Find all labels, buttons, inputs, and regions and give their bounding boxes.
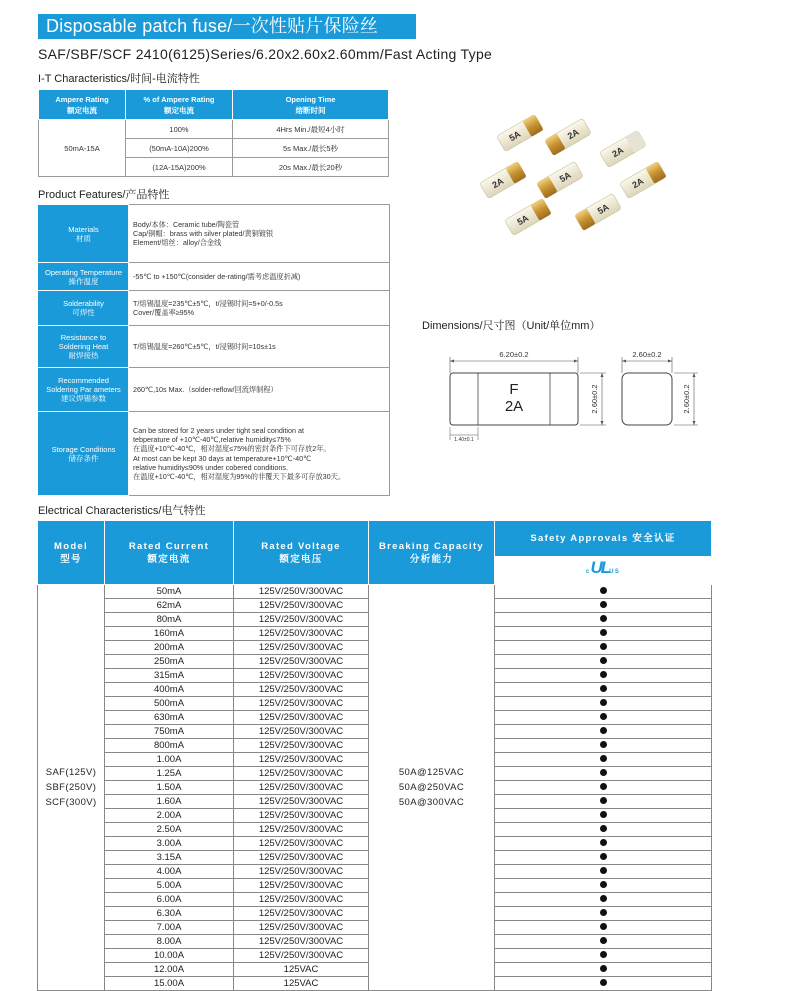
safety-approval-cell: [495, 823, 712, 837]
safety-approval-cell: [495, 627, 712, 641]
approved-dot-icon: [600, 615, 607, 622]
approved-dot-icon: [600, 867, 607, 874]
svg-text:5A: 5A: [595, 201, 611, 217]
rated-voltage-cell: 125V/250V/300VAC: [234, 627, 369, 641]
rated-voltage-cell: 125V/250V/300VAC: [234, 711, 369, 725]
height-label: 2.60±0.2: [590, 384, 599, 414]
rated-voltage-cell: 125V/250V/300VAC: [234, 809, 369, 823]
approved-dot-icon: [600, 643, 607, 650]
rated-current-cell: 160mA: [105, 627, 234, 641]
rated-voltage-cell: 125V/250V/300VAC: [234, 865, 369, 879]
rated-current-cell: 4.00A: [105, 865, 234, 879]
rated-current-cell: 250mA: [105, 655, 234, 669]
rated-voltage-cell: 125V/250V/300VAC: [234, 879, 369, 893]
it-time-cell: 5s Max./最长5秒: [233, 139, 389, 158]
breaking-capacity-value: 50A@250VAC: [398, 782, 465, 793]
approved-dot-icon: [600, 811, 607, 818]
svg-text:2A: 2A: [565, 126, 581, 142]
feature-value: T/熔锡温度=260℃±5℃，t/浸锡时间=10s±1s: [129, 326, 390, 368]
rated-current-cell: 315mA: [105, 669, 234, 683]
approved-dot-icon: [600, 671, 607, 678]
approved-dot-icon: [600, 881, 607, 888]
rated-current-cell: 15.00A: [105, 977, 234, 991]
rated-voltage-cell: 125V/250V/300VAC: [234, 697, 369, 711]
safety-approval-cell: [495, 949, 712, 963]
rated-current-cell: 3.15A: [105, 851, 234, 865]
approved-dot-icon: [600, 797, 607, 804]
dimensions-title: Dimensions/尺寸图（Unit/单位mm）: [422, 320, 601, 332]
approved-dot-icon: [600, 755, 607, 762]
rated-voltage-cell: 125V/250V/300VAC: [234, 669, 369, 683]
safety-approval-cell: [495, 725, 712, 739]
fuse-chip: [544, 118, 591, 156]
fuse-chip: [536, 161, 583, 199]
breaking-capacity-value: 50A@300VAC: [398, 797, 465, 808]
breaking-capacity-cell: [369, 585, 495, 991]
safety-approval-cell: [495, 711, 712, 725]
safety-approval-cell: [495, 585, 712, 599]
table-row: [39, 368, 390, 412]
approved-dot-icon: [600, 783, 607, 790]
safety-approval-cell: [495, 907, 712, 921]
approved-dot-icon: [600, 741, 607, 748]
header-model: Model 型号: [38, 521, 105, 585]
it-pct-cell: (12A-15A)200%: [126, 158, 233, 177]
safety-approval-cell: [495, 921, 712, 935]
svg-text:5A: 5A: [515, 212, 531, 228]
feature-label: Recommended Soldering Par ameters 建议焊锡参数: [39, 368, 129, 412]
page-banner: Disposable patch fuse/一次性贴片保险丝: [38, 14, 416, 39]
it-time-cell: 4Hrs Min./最短4小时: [233, 120, 389, 139]
feature-value: T/熔锡温度=235℃±5℃，t/浸锡时间=5+0/-0.5s Cover/覆盖率≥95%: [129, 291, 390, 326]
approved-dot-icon: [600, 951, 607, 958]
feature-label: Resistance to Soldering Heat 耐焊接热: [39, 326, 129, 368]
rated-voltage-cell: 125V/250V/300VAC: [234, 921, 369, 935]
fuse-chip: [479, 161, 526, 199]
rated-current-cell: 800mA: [105, 739, 234, 753]
safety-approval-cell: [495, 865, 712, 879]
rated-voltage-cell: 125V/250V/300VAC: [234, 935, 369, 949]
rated-current-cell: 400mA: [105, 683, 234, 697]
feature-label: Operating Temperature 操作温度: [39, 263, 129, 291]
rated-current-cell: 12.00A: [105, 963, 234, 977]
rated-current-cell: 630mA: [105, 711, 234, 725]
approved-dot-icon: [600, 979, 607, 986]
svg-text:5A: 5A: [507, 128, 523, 144]
rated-current-cell: 200mA: [105, 641, 234, 655]
table-row: [39, 291, 390, 326]
approved-dot-icon: [600, 923, 607, 930]
safety-approval-cell: [495, 655, 712, 669]
approved-dot-icon: [600, 727, 607, 734]
feature-label: Solderability 可焊性: [39, 291, 129, 326]
rated-voltage-cell: 125V/250V/300VAC: [234, 739, 369, 753]
approved-dot-icon: [600, 699, 607, 706]
safety-approval-cell: [495, 613, 712, 627]
rated-current-cell: 6.30A: [105, 907, 234, 921]
rated-voltage-cell: 125V/250V/300VAC: [234, 613, 369, 627]
rated-current-cell: 1.00A: [105, 753, 234, 767]
rated-current-cell: 8.00A: [105, 935, 234, 949]
electrical-section-title: Electrical Characteristics/电气特性: [38, 505, 206, 517]
rated-current-cell: 2.50A: [105, 823, 234, 837]
safety-approval-cell: [495, 739, 712, 753]
rated-voltage-cell: 125V/250V/300VAC: [234, 655, 369, 669]
safety-approval-cell: [495, 795, 712, 809]
rated-voltage-cell: 125V/250V/300VAC: [234, 893, 369, 907]
safety-approval-cell: [495, 781, 712, 795]
safety-approval-cell: [495, 893, 712, 907]
approved-dot-icon: [600, 909, 607, 916]
electrical-table: [37, 520, 712, 991]
it-header-percent: % of Ampere Rating 额定电流: [126, 90, 233, 120]
it-time-cell: 20s Max./最长20秒: [233, 158, 389, 177]
it-header-time: Opening Time 熔断时间: [233, 90, 389, 120]
safety-approval-cell: [495, 669, 712, 683]
approved-dot-icon: [600, 587, 607, 594]
rated-current-cell: 3.00A: [105, 837, 234, 851]
safety-approval-cell: [495, 641, 712, 655]
rated-voltage-cell: 125V/250V/300VAC: [234, 949, 369, 963]
table-row: [39, 120, 389, 139]
it-ampere-cell: 50mA-15A: [39, 120, 126, 177]
it-pct-cell: 100%: [126, 120, 233, 139]
approved-dot-icon: [600, 895, 607, 902]
svg-text:2A: 2A: [630, 175, 646, 191]
table-row: [39, 263, 390, 291]
rated-voltage-cell: 125V/250V/300VAC: [234, 585, 369, 599]
approved-dot-icon: [600, 965, 607, 972]
table-row: [39, 412, 390, 496]
rated-voltage-cell: 125V/250V/300VAC: [234, 683, 369, 697]
safety-approval-cell: [495, 599, 712, 613]
it-pct-cell: (50mA-10A)200%: [126, 139, 233, 158]
approved-dot-icon: [600, 769, 607, 776]
rated-voltage-cell: 125V/250V/300VAC: [234, 907, 369, 921]
width-label: 2.60±0.2: [632, 350, 662, 359]
approved-dot-icon: [600, 853, 607, 860]
feature-label: Materials 材质: [39, 205, 129, 263]
safety-approval-cell: [495, 837, 712, 851]
safety-approval-cell: [495, 753, 712, 767]
approved-dot-icon: [600, 685, 607, 692]
model-name: SCF(300V): [45, 797, 97, 808]
rated-current-cell: 10.00A: [105, 949, 234, 963]
length-label: 6.20±0.2: [499, 350, 529, 359]
approved-dot-icon: [600, 839, 607, 846]
safety-approval-cell: [495, 809, 712, 823]
model-cell: [38, 585, 105, 991]
svg-text:2A: 2A: [610, 144, 626, 160]
rated-voltage-cell: 125V/250V/300VAC: [234, 823, 369, 837]
product-photo: [478, 107, 686, 240]
rated-current-cell: 500mA: [105, 697, 234, 711]
features-table: [38, 204, 390, 496]
features-section-title: Product Features/产品特性: [38, 189, 170, 201]
feature-value: Body/本体：Ceramic tube/陶瓷管 Cap/铜帽：brass with silver plated/黄铜镀银 Element/熔丝：alloy/合金线: [129, 205, 390, 263]
model-name: SBF(250V): [45, 782, 97, 793]
fuse-chip: [574, 193, 621, 231]
approved-dot-icon: [600, 601, 607, 608]
header-safety-approvals: Safety Approvals 安全认证: [495, 521, 712, 557]
height2-label: 2.60±0.2: [682, 384, 691, 414]
rated-voltage-cell: 125V/250V/300VAC: [234, 837, 369, 851]
it-table: [38, 89, 389, 177]
feature-value: Can be stored for 2 years under tight seal condition at tebperature of +10℃-40℃,relative humidity≤75% 在温度+10℃-40℃，相对湿度≤75%的密封条件下可存放2年。 At most can be kept 30 days at temperature+10℃-40℃ relative humidity≤90% under cobered conditions. 在温度+10℃-40℃，相对湿度为95%的非覆天下最多可存放30天。: [129, 412, 390, 496]
header-rated-current: Rated Current 额定电流: [105, 521, 234, 585]
rated-voltage-cell: 125V/250V/300VAC: [234, 767, 369, 781]
safety-approval-cell: [495, 697, 712, 711]
ul-recognized-icon: cULUS: [585, 558, 621, 578]
rated-voltage-cell: 125V/250V/300VAC: [234, 725, 369, 739]
rated-current-cell: 6.00A: [105, 893, 234, 907]
header-rated-voltage: Rated Voltage 额定电压: [234, 521, 369, 585]
cap-label: 1.40±0.1: [454, 437, 474, 443]
feature-value: -55℃ to +150℃(consider de-rating/需考虑温度折减): [129, 263, 390, 291]
model-name: SAF(125V): [45, 767, 97, 778]
rated-current-cell: 1.25A: [105, 767, 234, 781]
table-row: [38, 585, 712, 599]
approved-dot-icon: [600, 937, 607, 944]
fuse-chip: [599, 130, 646, 168]
dimension-drawing: [440, 343, 710, 448]
safety-approval-cell: [495, 935, 712, 949]
rated-current-cell: 5.00A: [105, 879, 234, 893]
approved-dot-icon: [600, 629, 607, 636]
marking-line-2: 2A: [504, 398, 524, 415]
rated-voltage-cell: 125V/250V/300VAC: [234, 781, 369, 795]
rated-voltage-cell: 125VAC: [234, 977, 369, 991]
fuse-chip: [496, 114, 543, 152]
rated-current-cell: 1.50A: [105, 781, 234, 795]
marking-line-1: F: [509, 381, 519, 398]
svg-text:5A: 5A: [557, 169, 573, 185]
svg-text:2A: 2A: [490, 175, 506, 191]
it-section-title: I-T Characteristics/时间-电流特性: [38, 73, 200, 85]
rated-current-cell: 62mA: [105, 599, 234, 613]
table-row: [39, 326, 390, 368]
safety-approval-cell: [495, 963, 712, 977]
rated-voltage-cell: 125V/250V/300VAC: [234, 851, 369, 865]
rated-voltage-cell: 125V/250V/300VAC: [234, 795, 369, 809]
rated-current-cell: 1.60A: [105, 795, 234, 809]
fuse-chip: [619, 161, 666, 199]
feature-label: Storage Conditions 储存条件: [39, 412, 129, 496]
fuse-chip: [504, 198, 551, 236]
approved-dot-icon: [600, 657, 607, 664]
series-subtitle: SAF/SBF/SCF 2410(6125)Series/6.20x2.60x2.60mm/Fast Acting Type: [38, 46, 493, 62]
ul-mark-cell: [495, 556, 712, 584]
rated-current-cell: 2.00A: [105, 809, 234, 823]
rated-current-cell: 7.00A: [105, 921, 234, 935]
rated-voltage-cell: 125V/250V/300VAC: [234, 641, 369, 655]
rated-voltage-cell: 125VAC: [234, 963, 369, 977]
approved-dot-icon: [600, 825, 607, 832]
feature-value: 260℃,10s Max.（solder-reflow/回流焊制程）: [129, 368, 390, 412]
header-breaking-capacity: Breaking Capacity 分析能力: [369, 521, 495, 585]
rated-current-cell: 750mA: [105, 725, 234, 739]
rated-current-cell: 80mA: [105, 613, 234, 627]
safety-approval-cell: [495, 879, 712, 893]
breaking-capacity-value: 50A@125VAC: [398, 767, 465, 778]
rated-voltage-cell: 125V/250V/300VAC: [234, 753, 369, 767]
it-header-ampere: Ampere Rating 额定电流: [39, 90, 126, 120]
rated-voltage-cell: 125V/250V/300VAC: [234, 599, 369, 613]
safety-approval-cell: [495, 851, 712, 865]
safety-approval-cell: [495, 977, 712, 991]
rated-current-cell: 50mA: [105, 585, 234, 599]
safety-approval-cell: [495, 683, 712, 697]
safety-approval-cell: [495, 767, 712, 781]
table-row: [39, 205, 390, 263]
approved-dot-icon: [600, 713, 607, 720]
